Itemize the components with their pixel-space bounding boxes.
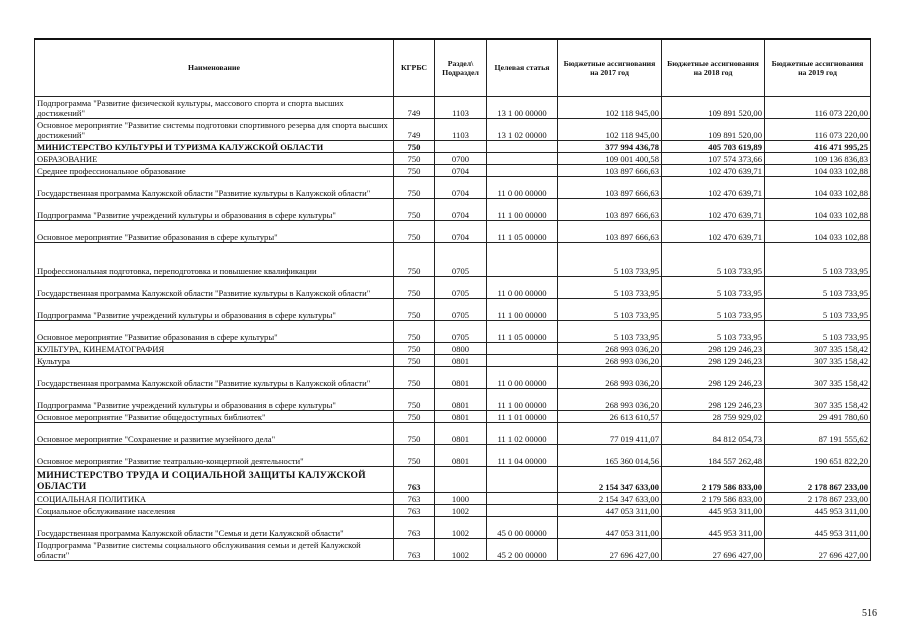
row-2019: 307 335 158,42 [765, 367, 871, 389]
row-2017: 5 103 733,95 [558, 277, 662, 299]
row-name: Основное мероприятие "Развитие образования в сфере культуры" [35, 221, 394, 243]
row-2017: 26 613 610,57 [558, 411, 662, 423]
table-row [35, 467, 871, 493]
row-section: 0801 [435, 445, 487, 467]
table-row [35, 199, 871, 221]
table-row [35, 539, 871, 561]
row-kgrbs: 750 [394, 367, 435, 389]
row-section: 0704 [435, 221, 487, 243]
row-target: 11 1 00 00000 [487, 299, 558, 321]
row-2018: 298 129 246,23 [662, 355, 765, 367]
row-2018: 184 557 262,48 [662, 445, 765, 467]
row-kgrbs: 750 [394, 445, 435, 467]
row-2019: 27 696 427,00 [765, 539, 871, 561]
row-2019: 87 191 555,62 [765, 423, 871, 445]
row-section: 0801 [435, 355, 487, 367]
row-2018: 109 891 520,00 [662, 119, 765, 141]
row-2019: 307 335 158,42 [765, 355, 871, 367]
row-kgrbs: 750 [394, 321, 435, 343]
header-name: Наименование [35, 39, 394, 97]
row-name: Основное мероприятие "Развитие системы подготовки спортивного резерва для спорта высших достижений" [35, 119, 394, 141]
row-2017: 447 053 311,00 [558, 505, 662, 517]
row-target: 11 1 02 00000 [487, 423, 558, 445]
row-kgrbs: 763 [394, 467, 435, 493]
row-section: 0705 [435, 299, 487, 321]
row-target: 11 1 01 00000 [487, 411, 558, 423]
row-section: 0704 [435, 199, 487, 221]
row-name: МИНИСТЕРСТВО ТРУДА И СОЦИАЛЬНОЙ ЗАЩИТЫ КАЛУЖСКОЙ ОБЛАСТИ [35, 467, 394, 493]
row-2019: 445 953 311,00 [765, 505, 871, 517]
row-section: 0801 [435, 423, 487, 445]
row-name: Подпрограмма "Развитие физической культуры, массового спорта и спорта высших достижений" [35, 97, 394, 119]
table-row [35, 153, 871, 165]
row-name: Государственная программа Калужской области "Развитие культуры в Калужской области" [35, 367, 394, 389]
row-section: 0704 [435, 165, 487, 177]
table-row [35, 355, 871, 367]
row-2018: 28 759 929,02 [662, 411, 765, 423]
row-target: 11 1 00 00000 [487, 389, 558, 411]
row-2017: 377 994 436,78 [558, 141, 662, 153]
row-section: 1000 [435, 493, 487, 505]
row-section: 1103 [435, 119, 487, 141]
row-name: Подпрограмма "Развитие учреждений культуры и образования в сфере культуры" [35, 199, 394, 221]
table-row [35, 177, 871, 199]
row-2019: 5 103 733,95 [765, 277, 871, 299]
row-target [487, 505, 558, 517]
row-2019: 104 033 102,88 [765, 177, 871, 199]
row-2019: 104 033 102,88 [765, 199, 871, 221]
row-2018: 5 103 733,95 [662, 243, 765, 277]
table-row [35, 165, 871, 177]
row-target [487, 153, 558, 165]
row-section [435, 141, 487, 153]
table-body [35, 97, 871, 561]
row-kgrbs: 750 [394, 153, 435, 165]
row-2019: 307 335 158,42 [765, 343, 871, 355]
row-2017: 102 118 945,00 [558, 119, 662, 141]
row-target: 13 1 02 00000 [487, 119, 558, 141]
table-header-row [35, 39, 871, 97]
row-section: 1103 [435, 97, 487, 119]
row-target: 45 2 00 00000 [487, 539, 558, 561]
row-section: 0700 [435, 153, 487, 165]
row-target [487, 243, 558, 277]
row-kgrbs: 750 [394, 389, 435, 411]
table-row [35, 389, 871, 411]
row-target [487, 343, 558, 355]
row-kgrbs: 750 [394, 277, 435, 299]
page-number: 516 [862, 608, 877, 619]
row-2019: 307 335 158,42 [765, 389, 871, 411]
row-target [487, 467, 558, 493]
row-target: 11 0 00 00000 [487, 277, 558, 299]
row-2018: 5 103 733,95 [662, 321, 765, 343]
row-target: 11 1 05 00000 [487, 221, 558, 243]
row-kgrbs: 750 [394, 343, 435, 355]
row-target: 11 1 00 00000 [487, 199, 558, 221]
header-kgrbs: КГРБС [394, 39, 435, 97]
row-target [487, 493, 558, 505]
row-kgrbs: 763 [394, 505, 435, 517]
row-2018: 298 129 246,23 [662, 343, 765, 355]
header-2019: Бюджетные ассигнования на 2019 год [765, 39, 871, 97]
row-section: 1002 [435, 517, 487, 539]
row-target: 11 1 04 00000 [487, 445, 558, 467]
table-row [35, 119, 871, 141]
row-name: Государственная программа Калужской области "Развитие культуры в Калужской области" [35, 177, 394, 199]
row-2018: 445 953 311,00 [662, 505, 765, 517]
row-2019: 2 178 867 233,00 [765, 493, 871, 505]
row-2017: 103 897 666,63 [558, 165, 662, 177]
row-name: Подпрограмма "Развитие учреждений культуры и образования в сфере культуры" [35, 299, 394, 321]
row-target: 13 1 00 00000 [487, 97, 558, 119]
row-section: 0705 [435, 243, 487, 277]
row-target: 11 1 05 00000 [487, 321, 558, 343]
row-2019: 445 953 311,00 [765, 517, 871, 539]
header-2017: Бюджетные ассигнования на 2017 год [558, 39, 662, 97]
row-kgrbs: 749 [394, 119, 435, 141]
row-2019: 29 491 780,60 [765, 411, 871, 423]
row-section [435, 467, 487, 493]
row-2017: 103 897 666,63 [558, 177, 662, 199]
row-target: 11 0 00 00000 [487, 177, 558, 199]
row-section: 0801 [435, 367, 487, 389]
row-kgrbs: 750 [394, 221, 435, 243]
table-row [35, 277, 871, 299]
row-name: Профессиональная подготовка, переподготовка и повышение квалификации [35, 243, 394, 277]
row-target: 45 0 00 00000 [487, 517, 558, 539]
row-kgrbs: 750 [394, 141, 435, 153]
row-name: МИНИСТЕРСТВО КУЛЬТУРЫ И ТУРИЗМА КАЛУЖСКОЙ ОБЛАСТИ [35, 141, 394, 153]
row-2017: 5 103 733,95 [558, 321, 662, 343]
row-kgrbs: 763 [394, 539, 435, 561]
row-kgrbs: 750 [394, 177, 435, 199]
table-row [35, 343, 871, 355]
row-2017: 268 993 036,20 [558, 389, 662, 411]
row-2019: 190 651 822,20 [765, 445, 871, 467]
row-name: ОБРАЗОВАНИЕ [35, 153, 394, 165]
row-2018: 102 470 639,71 [662, 165, 765, 177]
header-2018: Бюджетные ассигнования на 2018 год [662, 39, 765, 97]
row-name: Государственная программа Калужской области "Семья и дети Калужской области" [35, 517, 394, 539]
row-name: Основное мероприятие "Сохранение и развитие музейного дела" [35, 423, 394, 445]
row-name: СОЦИАЛЬНАЯ ПОЛИТИКА [35, 493, 394, 505]
row-name: Подпрограмма "Развитие системы социального обслуживания семьи и детей Калужской области" [35, 539, 394, 561]
row-2017: 2 154 347 633,00 [558, 493, 662, 505]
row-2017: 77 019 411,07 [558, 423, 662, 445]
row-kgrbs: 750 [394, 165, 435, 177]
row-2019: 5 103 733,95 [765, 243, 871, 277]
row-kgrbs: 750 [394, 243, 435, 277]
row-2018: 405 703 619,89 [662, 141, 765, 153]
row-2018: 2 179 586 833,00 [662, 467, 765, 493]
row-section: 0801 [435, 411, 487, 423]
row-2017: 103 897 666,63 [558, 199, 662, 221]
row-2019: 416 471 995,25 [765, 141, 871, 153]
row-name: Государственная программа Калужской области "Развитие культуры в Калужской области" [35, 277, 394, 299]
row-2018: 298 129 246,23 [662, 389, 765, 411]
row-name: Основное мероприятие "Развитие общедоступных библиотек" [35, 411, 394, 423]
row-2018: 5 103 733,95 [662, 277, 765, 299]
table-row [35, 97, 871, 119]
row-name: Культура [35, 355, 394, 367]
table-row [35, 221, 871, 243]
row-kgrbs: 750 [394, 411, 435, 423]
row-2017: 5 103 733,95 [558, 299, 662, 321]
row-2017: 103 897 666,63 [558, 221, 662, 243]
header-section: Раздел\ Подраздел [435, 39, 487, 97]
row-2017: 2 154 347 633,00 [558, 467, 662, 493]
row-name: Основное мероприятие "Развитие театрально-концертной деятельности" [35, 445, 394, 467]
row-2017: 268 993 036,20 [558, 355, 662, 367]
row-2018: 84 812 054,73 [662, 423, 765, 445]
header-target: Целевая статья [487, 39, 558, 97]
row-2017: 27 696 427,00 [558, 539, 662, 561]
row-2018: 298 129 246,23 [662, 367, 765, 389]
table-row [35, 367, 871, 389]
row-2019: 109 136 836,83 [765, 153, 871, 165]
row-name: Подпрограмма "Развитие учреждений культуры и образования в сфере культуры" [35, 389, 394, 411]
row-kgrbs: 750 [394, 423, 435, 445]
table-row [35, 243, 871, 277]
row-2018: 102 470 639,71 [662, 177, 765, 199]
row-2018: 107 574 373,66 [662, 153, 765, 165]
row-2019: 5 103 733,95 [765, 321, 871, 343]
row-kgrbs: 750 [394, 355, 435, 367]
row-2018: 109 891 520,00 [662, 97, 765, 119]
row-target [487, 355, 558, 367]
row-target: 11 0 00 00000 [487, 367, 558, 389]
row-2019: 116 073 220,00 [765, 119, 871, 141]
row-2018: 445 953 311,00 [662, 517, 765, 539]
table-row [35, 411, 871, 423]
row-2017: 447 053 311,00 [558, 517, 662, 539]
row-2018: 2 179 586 833,00 [662, 493, 765, 505]
table-row [35, 299, 871, 321]
row-section: 1002 [435, 505, 487, 517]
row-2017: 102 118 945,00 [558, 97, 662, 119]
table-row [35, 505, 871, 517]
row-2017: 268 993 036,20 [558, 367, 662, 389]
row-2018: 102 470 639,71 [662, 221, 765, 243]
row-name: Основное мероприятие "Развитие образования в сфере культуры" [35, 321, 394, 343]
row-2018: 102 470 639,71 [662, 199, 765, 221]
row-2017: 5 103 733,95 [558, 243, 662, 277]
budget-table [34, 38, 871, 561]
row-2019: 5 103 733,95 [765, 299, 871, 321]
row-2019: 104 033 102,88 [765, 221, 871, 243]
row-2017: 165 360 014,56 [558, 445, 662, 467]
row-section: 0705 [435, 277, 487, 299]
table-row [35, 445, 871, 467]
table-row [35, 141, 871, 153]
row-section: 0801 [435, 389, 487, 411]
row-kgrbs: 749 [394, 97, 435, 119]
table-row [35, 423, 871, 445]
row-2017: 268 993 036,20 [558, 343, 662, 355]
row-section: 0704 [435, 177, 487, 199]
row-2019: 2 178 867 233,00 [765, 467, 871, 493]
row-section: 0800 [435, 343, 487, 355]
row-kgrbs: 750 [394, 199, 435, 221]
row-kgrbs: 763 [394, 517, 435, 539]
row-2019: 104 033 102,88 [765, 165, 871, 177]
table-row [35, 493, 871, 505]
row-2018: 5 103 733,95 [662, 299, 765, 321]
row-2018: 27 696 427,00 [662, 539, 765, 561]
row-name: Среднее профессиональное образование [35, 165, 394, 177]
row-kgrbs: 763 [394, 493, 435, 505]
row-target [487, 141, 558, 153]
table-row [35, 321, 871, 343]
row-section: 0705 [435, 321, 487, 343]
row-name: КУЛЬТУРА, КИНЕМАТОГРАФИЯ [35, 343, 394, 355]
row-kgrbs: 750 [394, 299, 435, 321]
row-2017: 109 001 400,58 [558, 153, 662, 165]
row-2019: 116 073 220,00 [765, 97, 871, 119]
row-target [487, 165, 558, 177]
row-section: 1002 [435, 539, 487, 561]
table-row [35, 517, 871, 539]
row-name: Социальное обслуживание населения [35, 505, 394, 517]
